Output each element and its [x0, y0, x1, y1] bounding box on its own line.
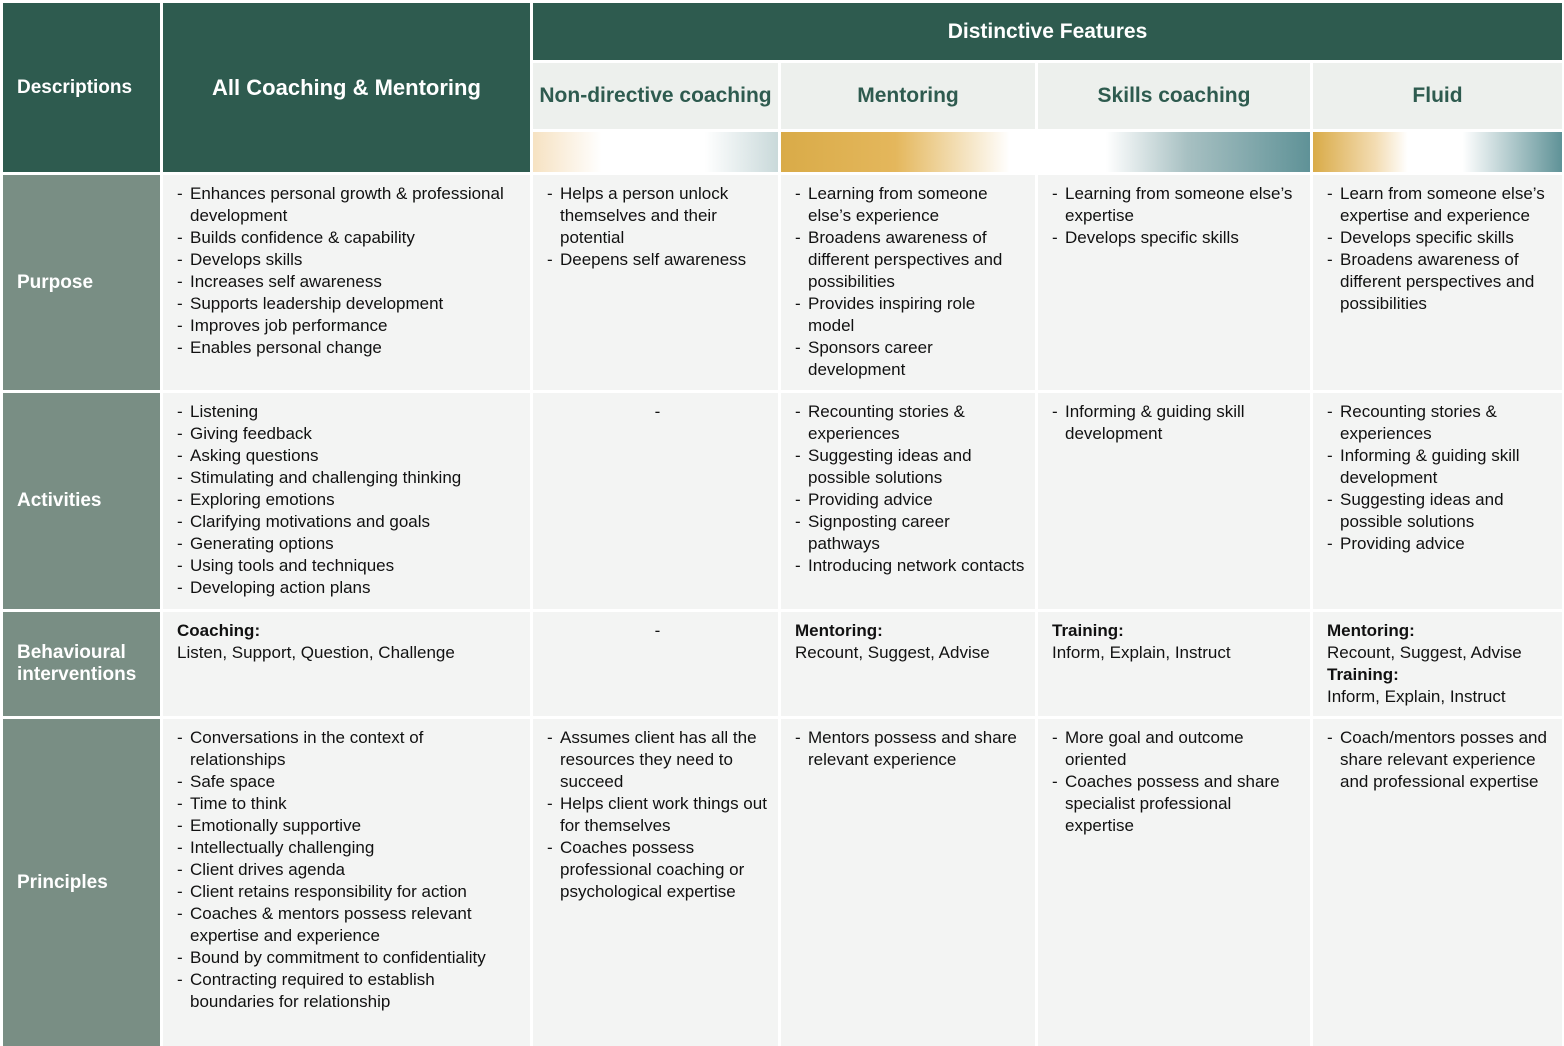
activities-mentoring-cell — [781, 393, 1035, 609]
header-descriptions: Descriptions — [3, 3, 160, 172]
list-item: - Sponsors career development — [795, 337, 1025, 381]
principles-non-directive-cell — [533, 719, 778, 1046]
header-fluid: Fluid — [1313, 63, 1562, 129]
list-item: - Broadens awareness of different perspectives and possibilities — [1327, 249, 1552, 315]
purpose-skills-list — [1052, 183, 1300, 249]
behavioural-coaching-block — [177, 620, 520, 664]
list-item: - Increases self awareness — [177, 271, 520, 293]
list-item: - Safe space — [177, 771, 520, 793]
list-item: - Client retains responsibility for action — [177, 881, 520, 903]
activities-skills-list — [1052, 401, 1300, 445]
list-item: - Mentors possess and share relevant experience — [795, 727, 1025, 771]
list-item: - Informing & guiding skill development — [1327, 445, 1552, 489]
behavioural-fluid-mentoring-text: Recount, Suggest, Advise — [1327, 643, 1522, 662]
list-item: - Emotionally supportive — [177, 815, 520, 837]
list-item: - Clarifying motivations and goals — [177, 511, 520, 533]
principles-fluid-list — [1327, 727, 1552, 793]
behavioural-fluid-cell — [1313, 612, 1562, 716]
behavioural-fluid-mentoring-title: Mentoring: — [1327, 621, 1415, 640]
list-item: - Coaches possess professional coaching or psychological expertise — [547, 837, 768, 903]
list-item: - Deepens self awareness — [547, 249, 768, 271]
list-item: - Exploring emotions — [177, 489, 520, 511]
behavioural-fluid-mentoring-block — [1327, 620, 1552, 664]
gradient-bar-mentoring — [781, 132, 1035, 172]
list-item: - Suggesting ideas and possible solutions — [795, 445, 1025, 489]
behavioural-non-directive-cell: - — [533, 612, 778, 716]
activities-all-list — [177, 401, 520, 599]
list-item: - Enables personal change — [177, 337, 520, 359]
list-item: - Develops specific skills — [1052, 227, 1300, 249]
list-item: - Using tools and techniques — [177, 555, 520, 577]
purpose-non-directive-cell — [533, 175, 778, 390]
list-item: - Listening — [177, 401, 520, 423]
activities-fluid-cell — [1313, 393, 1562, 609]
list-item: - Develops skills — [177, 249, 520, 271]
list-item: - Providing advice — [795, 489, 1025, 511]
purpose-skills-cell — [1038, 175, 1310, 390]
behavioural-coaching-text: Listen, Support, Question, Challenge — [177, 643, 455, 662]
list-item: - Giving feedback — [177, 423, 520, 445]
list-item: - Helps client work things out for themselves — [547, 793, 768, 837]
list-item: - Builds confidence & capability — [177, 227, 520, 249]
behavioural-mentoring-cell — [781, 612, 1035, 716]
gradient-bar-fluid — [1313, 132, 1562, 172]
purpose-fluid-cell — [1313, 175, 1562, 390]
list-item: - Conversations in the context of relationships — [177, 727, 520, 771]
list-item: - Time to think — [177, 793, 520, 815]
purpose-mentoring-list — [795, 183, 1025, 381]
principles-fluid-cell — [1313, 719, 1562, 1046]
behavioural-training-block — [1052, 620, 1300, 664]
list-item: - Developing action plans — [177, 577, 520, 599]
purpose-all-cell — [163, 175, 530, 390]
gradient-bar-non-directive — [533, 132, 778, 172]
header-skills-coaching: Skills coaching — [1038, 63, 1310, 129]
list-item: - Coaches possess and share specialist professional expertise — [1052, 771, 1300, 837]
list-item: - Client drives agenda — [177, 859, 520, 881]
list-item: - Enhances personal growth & professional development — [177, 183, 520, 227]
list-item: - Coaches & mentors possess relevant expertise and experience — [177, 903, 520, 947]
list-item: - Generating options — [177, 533, 520, 555]
list-item: - Signposting career pathways — [795, 511, 1025, 555]
activities-skills-cell — [1038, 393, 1310, 609]
list-item: - Broadens awareness of different perspectives and possibilities — [795, 227, 1025, 293]
header-distinctive-features: Distinctive Features — [533, 3, 1562, 60]
principles-all-list — [177, 727, 520, 1013]
header-mentoring: Mentoring — [781, 63, 1035, 129]
behavioural-fluid-training-block — [1327, 664, 1552, 708]
list-item: - Develops specific skills — [1327, 227, 1552, 249]
list-item: - Contracting required to establish boundaries for relationship — [177, 969, 520, 1013]
list-item: - Recounting stories & experiences — [1327, 401, 1552, 445]
principles-non-directive-list — [547, 727, 768, 903]
list-item: - More goal and outcome oriented — [1052, 727, 1300, 771]
principles-skills-cell — [1038, 719, 1310, 1046]
list-item: - Assumes client has all the resources they need to succeed — [547, 727, 768, 793]
list-item: - Helps a person unlock themselves and their potential — [547, 183, 768, 249]
behavioural-coaching-title: Coaching: — [177, 621, 261, 640]
row-label-behavioural-interventions: Behavioural interventions — [3, 612, 160, 716]
list-item: - Suggesting ideas and possible solutions — [1327, 489, 1552, 533]
row-label-principles: Principles — [3, 719, 160, 1046]
list-item: - Bound by commitment to confidentiality — [177, 947, 520, 969]
row-label-purpose: Purpose — [3, 175, 160, 390]
principles-mentoring-list — [795, 727, 1025, 771]
list-item: - Learn from someone else’s expertise and experience — [1327, 183, 1552, 227]
list-item: - Intellectually challenging — [177, 837, 520, 859]
behavioural-mentoring-block — [795, 620, 1025, 664]
activities-mentoring-list — [795, 401, 1025, 577]
gradient-bar-skills — [1038, 132, 1310, 172]
list-item: - Providing advice — [1327, 533, 1552, 555]
behavioural-training-title: Training: — [1052, 621, 1124, 640]
list-item: - Coach/mentors posses and share relevant experience and professional expertise — [1327, 727, 1552, 793]
header-non-directive-coaching: Non-directive coaching — [533, 63, 778, 129]
comparison-table — [3, 3, 1559, 1041]
purpose-non-directive-list — [547, 183, 768, 271]
behavioural-fluid-training-title: Training: — [1327, 665, 1399, 684]
list-item: - Improves job performance — [177, 315, 520, 337]
behavioural-fluid-training-text: Inform, Explain, Instruct — [1327, 687, 1506, 706]
list-item: - Stimulating and challenging thinking — [177, 467, 520, 489]
purpose-fluid-list — [1327, 183, 1552, 315]
behavioural-training-text: Inform, Explain, Instruct — [1052, 643, 1231, 662]
list-item: - Supports leadership development — [177, 293, 520, 315]
behavioural-mentoring-text: Recount, Suggest, Advise — [795, 643, 990, 662]
list-item: - Learning from someone else’s experience — [795, 183, 1025, 227]
behavioural-skills-cell — [1038, 612, 1310, 716]
activities-non-directive-cell: - — [533, 393, 778, 609]
list-item: - Introducing network contacts — [795, 555, 1025, 577]
row-label-activities: Activities — [3, 393, 160, 609]
behavioural-all-cell — [163, 612, 530, 716]
list-item: - Provides inspiring role model — [795, 293, 1025, 337]
behavioural-mentoring-title: Mentoring: — [795, 621, 883, 640]
activities-fluid-list — [1327, 401, 1552, 555]
list-item: - Learning from someone else’s expertise — [1052, 183, 1300, 227]
purpose-mentoring-cell — [781, 175, 1035, 390]
principles-skills-list — [1052, 727, 1300, 837]
principles-all-cell — [163, 719, 530, 1046]
list-item: - Informing & guiding skill development — [1052, 401, 1300, 445]
principles-mentoring-cell — [781, 719, 1035, 1046]
header-all-coaching-mentoring: All Coaching & Mentoring — [163, 3, 530, 172]
list-item: - Asking questions — [177, 445, 520, 467]
list-item: - Recounting stories & experiences — [795, 401, 1025, 445]
purpose-all-list — [177, 183, 520, 359]
activities-all-cell — [163, 393, 530, 609]
